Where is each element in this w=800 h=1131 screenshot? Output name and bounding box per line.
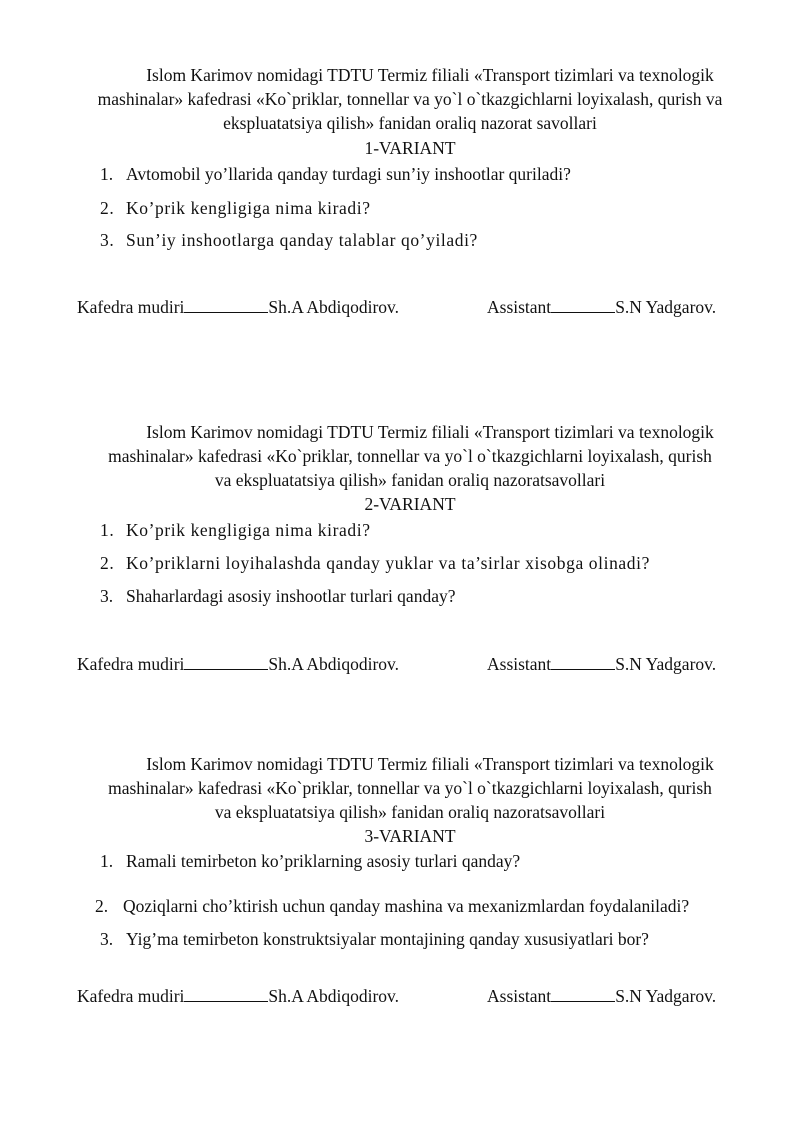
variant-2-question-2 (100, 553, 650, 574)
variant-2-header-line2: mashinalar» kafedrasi «Ko`priklar, tonnellar va yo`l o`tkazgichlarni loyixalash, qurish (108, 446, 712, 466)
question-text: Yig’ma temirbeton konstruktsiyalar montajining qanday xususiyatlari bor? (126, 929, 649, 949)
question-number: 3. (100, 230, 115, 250)
variant-1-signature (77, 296, 757, 318)
question-number: 2. (100, 553, 115, 573)
question-number: 2. (100, 198, 115, 218)
head-name: Sh.A Abdiqodirov. (268, 297, 400, 317)
signature-line (551, 296, 615, 313)
variant-1-header-line3: ekspluatatsiya qilish» fanidan oraliq nazorat savollari (223, 113, 597, 133)
variant-1-header-line2: mashinalar» kafedrasi «Ko`priklar, tonnellar va yo`l o`tkazgichlarni loyixalash, qurish va (97, 89, 723, 109)
head-role: Kafedra mudiri (77, 297, 185, 317)
variant-3-header-line1: Islom Karimov nomidagi TDTU Termiz filiali «Transport tizimlari va texnologik (146, 754, 714, 774)
variant-1-title: 1-VARIANT (364, 138, 456, 158)
assistant-name: S.N Yadgarov. (615, 654, 717, 674)
head-role: Kafedra mudiri (77, 654, 185, 674)
question-text: Ko’priklarni loyihalashda qanday yuklar va ta’sirlar xisobga olinadi? (126, 553, 650, 573)
variant-1-question-2 (100, 198, 371, 219)
question-number: 1. (100, 164, 114, 184)
question-text: Sun’iy inshootlarga qanday talablar qo’yiladi? (126, 230, 478, 250)
question-text: Avtomobil yo’llarida qanday turdagi sun’iy inshootlar quriladi? (126, 164, 571, 184)
assistant-role: Assistant (487, 654, 552, 674)
variant-1-header-line1: Islom Karimov nomidagi TDTU Termiz filiali «Transport tizimlari va texnologik (146, 65, 714, 85)
variant-2-header-line3: va ekspluatatsiya qilish» fanidan oraliq nazoratsavollari (214, 470, 606, 490)
question-number: 3. (100, 586, 114, 606)
signature-line (551, 985, 615, 1002)
head-role: Kafedra mudiri (77, 986, 185, 1006)
head-name: Sh.A Abdiqodirov. (268, 986, 400, 1006)
variant-1-question-1 (100, 164, 571, 185)
question-text: Shaharlardagi asosiy inshootlar turlari qanday? (126, 586, 456, 606)
variant-2-signature (77, 653, 757, 675)
question-text: Ramali temirbeton ko’priklarning asosiy turlari qanday? (126, 851, 521, 871)
variant-2-header-line1: Islom Karimov nomidagi TDTU Termiz filiali «Transport tizimlari va texnologik (146, 422, 714, 442)
variant-3-question-1 (100, 851, 520, 872)
variant-2-title: 2-VARIANT (364, 494, 456, 514)
variant-3-header (85, 752, 735, 824)
variant-1-question-3 (100, 230, 478, 251)
assistant-name: S.N Yadgarov. (615, 297, 717, 317)
variant-3-title: 3-VARIANT (364, 826, 456, 846)
assistant-role: Assistant (487, 986, 552, 1006)
question-number: 3. (100, 929, 114, 949)
variant-2-header (85, 420, 735, 492)
question-text: Qoziqlarni cho’ktirish uchun qanday mashina va mexanizmlardan foydalaniladi? (123, 896, 690, 916)
assistant-name: S.N Yadgarov. (615, 986, 717, 1006)
variant-2-question-1 (100, 520, 371, 541)
variant-3-header-line2: mashinalar» kafedrasi «Ko`priklar, tonnellar va yo`l o`tkazgichlarni loyixalash, qurish (108, 778, 712, 798)
assistant-role: Assistant (487, 297, 552, 317)
question-number: 1. (100, 520, 115, 540)
signature-line (184, 653, 268, 670)
variant-3-question-2 (95, 896, 689, 917)
variant-3-question-3 (100, 929, 649, 950)
question-text: Ko’prik kengligiga nima kiradi? (126, 520, 371, 540)
head-name: Sh.A Abdiqodirov. (268, 654, 400, 674)
question-number: 1. (100, 851, 114, 871)
signature-line (184, 296, 268, 313)
signature-line (184, 985, 268, 1002)
variant-3-signature (77, 985, 757, 1007)
question-text: Ko’prik kengligiga nima kiradi? (126, 198, 371, 218)
variant-2-question-3 (100, 586, 455, 607)
question-number: 2. (95, 896, 109, 916)
variant-3-header-line3: va ekspluatatsiya qilish» fanidan oraliq nazoratsavollari (214, 802, 606, 822)
signature-line (551, 653, 615, 670)
variant-1-header (85, 63, 735, 135)
